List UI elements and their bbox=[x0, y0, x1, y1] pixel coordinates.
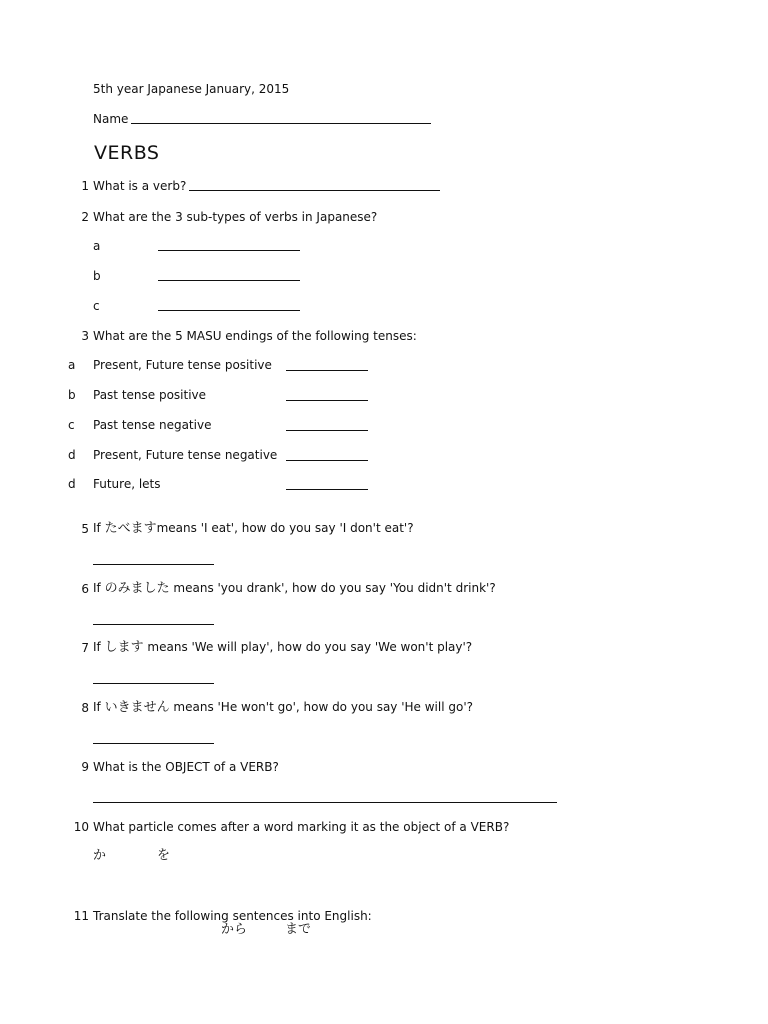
answer-line[interactable] bbox=[93, 743, 214, 744]
sub-item-letter: a bbox=[68, 358, 76, 372]
answer-line[interactable] bbox=[286, 460, 368, 461]
question-text: What particle comes after a word marking it as the object of a VERB? bbox=[93, 820, 510, 834]
answer-line[interactable] bbox=[286, 489, 368, 490]
answer-line[interactable] bbox=[286, 400, 368, 401]
answer-line[interactable] bbox=[93, 683, 214, 684]
japanese-verb: します bbox=[104, 640, 144, 655]
page-title: VERBS bbox=[94, 142, 160, 164]
question-number: 11 bbox=[73, 909, 89, 923]
question-number: 10 bbox=[73, 820, 89, 834]
japanese-word: から bbox=[221, 922, 248, 937]
sub-item-letter: d bbox=[68, 448, 76, 462]
japanese-verb: いきません bbox=[104, 700, 170, 715]
japanese-verb: たべます bbox=[104, 521, 157, 536]
question-number: 2 bbox=[81, 210, 89, 224]
question-number: 1 bbox=[81, 179, 89, 193]
answer-line[interactable] bbox=[286, 370, 368, 371]
question-number: 6 bbox=[81, 582, 89, 596]
sub-item-letter: a bbox=[93, 239, 101, 253]
question-number: 5 bbox=[81, 522, 89, 536]
question-number: 9 bbox=[81, 760, 89, 774]
answer-line[interactable] bbox=[93, 802, 557, 803]
particle-option[interactable]: か bbox=[93, 848, 107, 863]
question-text: If いきません means 'He won't go', how do you say 'He will go'? bbox=[93, 700, 474, 715]
answer-line[interactable] bbox=[158, 250, 300, 251]
question-text: What is a verb? bbox=[93, 179, 187, 193]
sub-item-letter: c bbox=[68, 418, 75, 432]
question-number: 7 bbox=[81, 641, 89, 655]
japanese-word: まで bbox=[285, 922, 312, 937]
answer-line[interactable] bbox=[158, 280, 300, 281]
question-text: If たべますmeans 'I eat', how do you say 'I don't eat'? bbox=[93, 521, 414, 536]
question-text: If のみました means 'you drank', how do you say 'You didn't drink'? bbox=[93, 581, 496, 596]
tense-label: Present, Future tense positive bbox=[93, 358, 272, 372]
question-number: 8 bbox=[81, 701, 89, 715]
question-text: If します means 'We will play', how do you say 'We won't play'? bbox=[93, 640, 473, 655]
question-text: What are the 3 sub-types of verbs in Japanese? bbox=[93, 210, 378, 224]
answer-line[interactable] bbox=[93, 564, 214, 565]
name-label: Name bbox=[93, 112, 129, 126]
sub-item-letter: d bbox=[68, 477, 76, 491]
question-number: 3 bbox=[81, 329, 89, 343]
answer-line[interactable] bbox=[286, 430, 368, 431]
question-text: What is the OBJECT of a VERB? bbox=[93, 760, 279, 774]
question-text: Translate the following sentences into English: bbox=[93, 909, 372, 923]
answer-line[interactable] bbox=[93, 624, 214, 625]
sub-item-letter: b bbox=[68, 388, 76, 402]
tense-label: Past tense positive bbox=[93, 388, 207, 402]
particle-option[interactable]: を bbox=[157, 848, 171, 863]
course-header: 5th year Japanese January, 2015 bbox=[93, 82, 290, 96]
answer-line[interactable] bbox=[189, 190, 440, 191]
tense-label: Future, lets bbox=[93, 477, 161, 491]
answer-line[interactable] bbox=[158, 310, 300, 311]
sub-item-letter: b bbox=[93, 269, 101, 283]
tense-label: Present, Future tense negative bbox=[93, 448, 278, 462]
question-text: What are the 5 MASU endings of the following tenses: bbox=[93, 329, 417, 343]
tense-label: Past tense negative bbox=[93, 418, 212, 432]
sub-item-letter: c bbox=[93, 299, 100, 313]
name-field[interactable] bbox=[131, 123, 431, 124]
japanese-verb: のみました bbox=[104, 581, 170, 596]
